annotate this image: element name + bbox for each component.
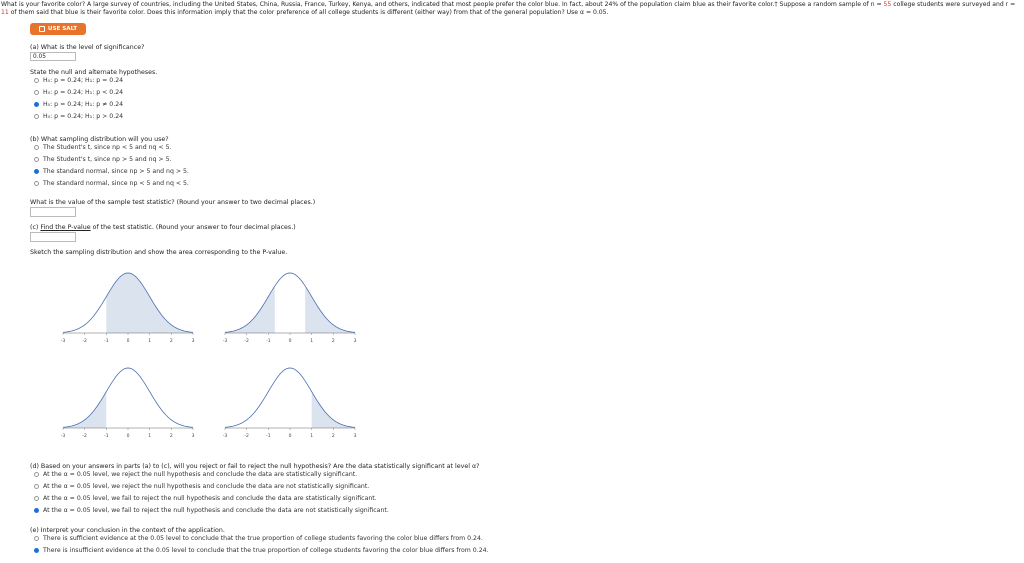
distribution-option-3[interactable]: The standard normal, since np > 5 and nq > 5.	[34, 168, 189, 176]
problem-text-1: What is your favorite color? A large survey of countries, including the United States, China, Russia, France, Turkey, Kenya, and others, indicated that most people prefer the color blue. In fact, about 24% of the population claim blue as their favorite color.† Suppose a random sample of n =	[1, 1, 884, 8]
radio-button[interactable]	[34, 157, 39, 162]
shaded-area	[63, 392, 106, 428]
normal-curve	[225, 368, 355, 427]
tick-label: 0	[126, 339, 130, 344]
p-value-input[interactable]	[30, 232, 76, 242]
tick-label: -3	[60, 434, 66, 439]
radio-button[interactable]	[34, 78, 39, 83]
hypothesis-option-2[interactable]: H₀: p = 0.24; H₁: p < 0.24	[34, 89, 123, 97]
tick-label: -3	[60, 339, 66, 344]
radio-button-selected[interactable]	[34, 169, 39, 174]
sketch-plot-svg	[215, 255, 365, 355]
tick-label: -2	[244, 339, 249, 344]
tick-label: 2	[169, 434, 173, 439]
tick-label: -2	[244, 434, 249, 439]
test-statistic-prompt: What is the value of the sample test statistic? (Round your answer to two decimal places.)	[30, 199, 316, 206]
tick-label: 1	[148, 339, 152, 344]
interpretation-option-1[interactable]: There is sufficient evidence at the 0.05 level to conclude that the true proportion of college students favoring the color blue differs from 0.24.	[34, 535, 483, 543]
part-b-question: (b) What sampling distribution will you use?	[30, 136, 169, 143]
decision-option-4[interactable]: At the α = 0.05 level, we fail to reject the null hypothesis and conclude the data are not statistically significant.	[34, 507, 389, 515]
radio-button-selected[interactable]	[34, 102, 39, 107]
sketch-plot-left-tail-upper[interactable]	[53, 255, 203, 355]
find-p-value-link[interactable]: Find the P-value	[40, 224, 91, 231]
shaded-area	[106, 273, 193, 333]
radio-button-selected[interactable]	[34, 508, 39, 513]
use-salt-label: USE SALT	[47, 25, 78, 32]
distribution-option-1[interactable]: The Student's t, since np < 5 and nq < 5.	[34, 144, 171, 152]
tick-label: 2	[331, 339, 335, 344]
tick-label: 1	[310, 434, 314, 439]
shaded-area	[312, 392, 355, 428]
sketch-plot-right-tail-lower[interactable]	[215, 350, 365, 450]
part-e-question: (e) Interpret your conclusion in the context of the application.	[30, 527, 225, 534]
part-a-question: (a) What is the level of significance?	[30, 44, 145, 51]
tick-label: -1	[104, 339, 109, 344]
sketch-plot-svg	[53, 255, 203, 355]
sketch-plot-svg	[53, 350, 203, 450]
tick-label: 2	[169, 339, 173, 344]
shaded-area	[225, 286, 275, 333]
hypothesis-option-4[interactable]: H₀: p = 0.24; H₁: p > 0.24	[34, 113, 123, 121]
radio-button[interactable]	[34, 114, 39, 119]
radio-button[interactable]	[34, 484, 39, 489]
tick-label: 0	[288, 339, 292, 344]
radio-button-selected[interactable]	[34, 548, 39, 553]
radio-button[interactable]	[34, 181, 39, 186]
part-c-question: (c) Find the P-value of the test statistic. (Round your answer to four decimal places.)	[30, 224, 296, 231]
radio-button[interactable]	[34, 536, 39, 541]
hypothesis-option-3[interactable]: H₀: p = 0.24; H₁: p ≠ 0.24	[34, 101, 123, 109]
tick-label: 1	[148, 434, 152, 439]
use-salt-button[interactable]	[30, 23, 86, 35]
sketch-plot-left-tail-lower[interactable]	[53, 350, 203, 450]
normal-curve	[63, 368, 193, 427]
count-r: 11	[1, 8, 9, 16]
tick-label: -3	[222, 339, 228, 344]
sample-size-n: 55	[883, 1, 892, 8]
hypothesis-option-1[interactable]: H₀: p = 0.24; H₁: p = 0.24	[34, 77, 123, 85]
test-statistic-input[interactable]	[30, 207, 76, 217]
interpretation-option-2[interactable]: There is insufficient evidence at the 0.05 level to conclude that the true proportion of college students favoring the color blue differs from 0.24.	[34, 547, 489, 555]
shaded-area	[305, 286, 355, 333]
tick-label: -3	[222, 434, 228, 439]
level-of-significance-input[interactable]: 0.05	[30, 52, 76, 61]
part-d-question: (d) Based on your answers in parts (a) to (c), will you reject or fail to reject the null hypothesis? Are the data statistically significant at level α?	[30, 463, 480, 470]
tick-label: 3	[191, 339, 195, 344]
tick-label: 3	[353, 339, 357, 344]
tick-label: -1	[266, 434, 271, 439]
tick-label: 0	[288, 434, 292, 439]
distribution-option-2[interactable]: The Student's t, since np > 5 and nq > 5.	[34, 156, 171, 164]
radio-button[interactable]	[34, 472, 39, 477]
sketch-plot-svg	[215, 350, 365, 450]
radio-button[interactable]	[34, 145, 39, 150]
radio-button[interactable]	[34, 90, 39, 95]
decision-option-3[interactable]: At the α = 0.05 level, we fail to reject the null hypothesis and conclude the data are statistically significant.	[34, 495, 377, 503]
normal-curve	[225, 273, 355, 332]
tick-label: -1	[104, 434, 109, 439]
decision-option-2[interactable]: At the α = 0.05 level, we reject the null hypothesis and conclude the data are not statistically significant.	[34, 483, 369, 491]
sketch-prompt: Sketch the sampling distribution and show the area corresponding to the P-value.	[30, 249, 288, 256]
problem-statement	[1, 1, 1021, 16]
problem-text-3: of them said that blue is their favorite color. Does this information imply that the color preference of all college students is different (either way) from that of the general population? Use α = 0.05.	[8, 8, 609, 16]
problem-text-2: college students were surveyed and r =	[891, 1, 1016, 8]
tick-label: -2	[82, 434, 87, 439]
tick-label: 3	[191, 434, 195, 439]
sketch-plot-two-tail-upper[interactable]	[215, 255, 365, 355]
tick-label: -1	[266, 339, 271, 344]
decision-option-1[interactable]: At the α = 0.05 level, we reject the null hypothesis and conclude the data are statistically significant.	[34, 471, 357, 479]
tick-label: -2	[82, 339, 87, 344]
salt-icon	[39, 26, 45, 32]
tick-label: 2	[331, 434, 335, 439]
tick-label: 3	[353, 434, 357, 439]
hypotheses-prompt: State the null and alternate hypotheses.	[30, 69, 158, 76]
tick-label: 0	[126, 434, 130, 439]
radio-button[interactable]	[34, 496, 39, 501]
tick-label: 1	[310, 339, 314, 344]
distribution-option-4[interactable]: The standard normal, since np < 5 and nq < 5.	[34, 180, 189, 188]
